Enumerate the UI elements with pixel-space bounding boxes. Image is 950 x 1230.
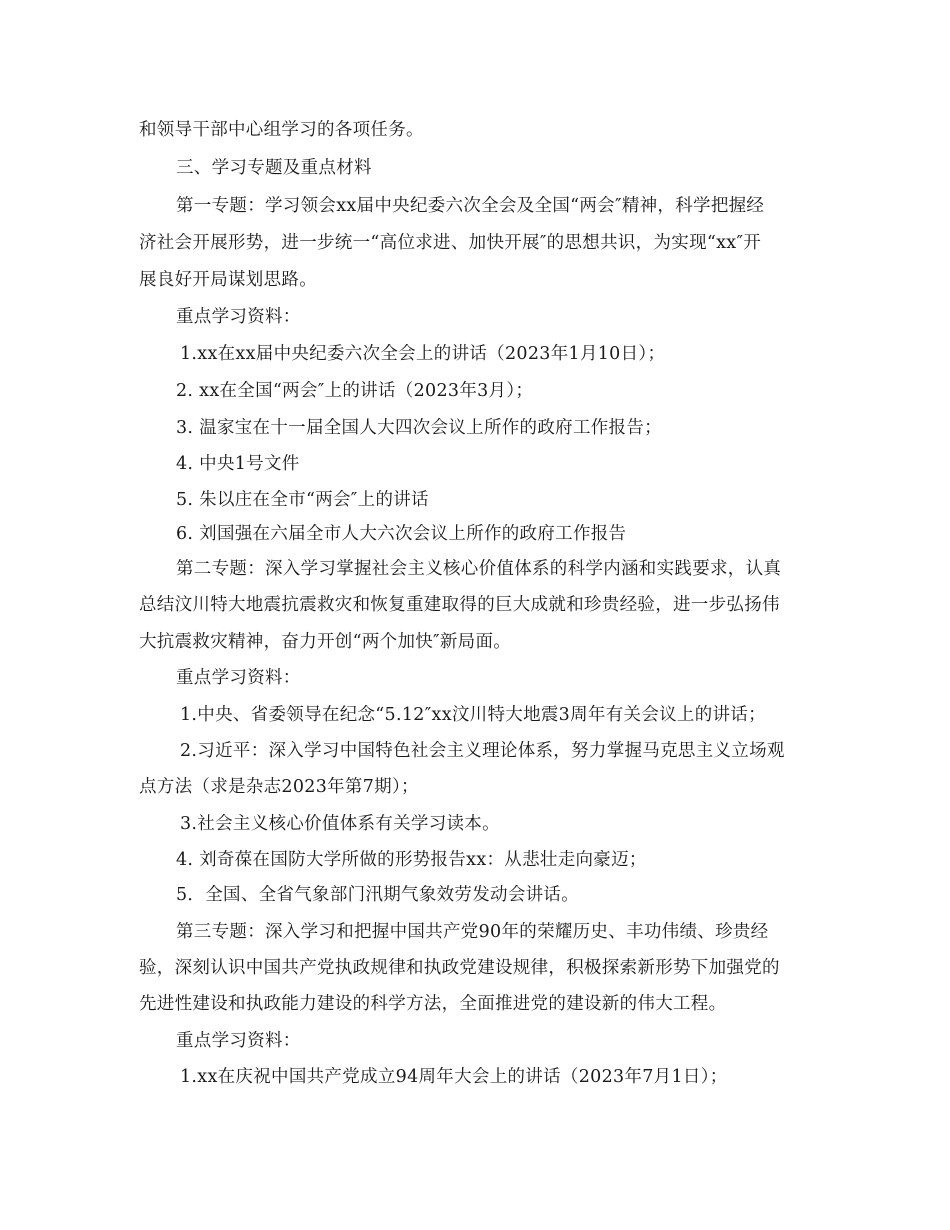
list-item: 5. 朱以庄在全市“两会″上的讲话 [176, 490, 429, 510]
list-item: 1.xx在庆祝中国共产党成立94周年大会上的讲话（2023年7月1日）； [180, 1067, 728, 1087]
text-line: 济社会开展形势，进一步统一“高位求进、加快开展″的思想共识，为实现“xx″开 [139, 233, 762, 253]
list-item: 4. 刘奇葆在国防大学所做的形势报告xx：从悲壮走向豪迈； [176, 850, 647, 870]
text-line: 和领导干部中心组学习的各项任务。 [139, 120, 424, 140]
key-materials-heading: 重点学习资料： [176, 1031, 301, 1051]
text-line: 展良好开局谋划思路。 [139, 270, 317, 290]
list-item: 5．全国、全省气象部门汛期气象效劳发动会讲话。 [176, 885, 580, 905]
list-item: 6. 刘国强在六届全市人大六次会议上所作的政府工作报告 [176, 524, 627, 544]
list-item: 3. 温家宝在十一届全国人大四次会议上所作的政府工作报告； [176, 418, 662, 438]
key-materials-heading: 重点学习资料： [176, 307, 301, 327]
key-materials-heading: 重点学习资料： [176, 668, 301, 688]
text-line: 点方法（求是杂志2023年第7期）； [139, 777, 419, 797]
text-line: 总结汶川特大地震抗震救灾和恢复重建取得的巨大成就和珍贵经验，进一步弘扬伟 [139, 595, 780, 615]
topic-2-paragraph: 第二专题：深入学习掌握社会主义核心价值体系的科学内涵和实践要求，认真 [176, 559, 782, 579]
list-item: 2. xx在全国“两会″上的讲话（2023年3月）； [176, 381, 534, 401]
list-item: 1.中央、省委领导在纪念“5.12″xx汶川特大地震3周年有关会议上的讲话； [180, 705, 766, 725]
list-item: 2.习近平：深入学习中国特色社会主义理论体系，努力掌握马克思主义立场观 [180, 741, 785, 761]
topic-1-paragraph: 第一专题：学习领会xx届中央纪委六次全会及全国“两会″精神，科学把握经 [176, 196, 765, 216]
text-line: 大抗震救灾精神，奋力开创“两个加快″新局面。 [139, 632, 512, 652]
list-item: 4. 中央1号文件 [176, 454, 300, 474]
list-item: 1.xx在xx届中央纪委六次全会上的讲话（2023年1月10日）； [180, 344, 666, 364]
text-line: 验，深刻认识中国共产党执政规律和执政党建设规律，积极探索新形势下加强党的 [139, 958, 780, 978]
topic-3-paragraph: 第三专题：深入学习和把握中国共产党90年的荣耀历史、丰功伟绩、珍贵经 [176, 922, 769, 942]
text-line: 先进性建设和执政能力建设的科学方法，全面推进党的建设新的伟大工程。 [139, 994, 727, 1014]
list-item: 3.社会主义核心价值体系有关学习读本。 [180, 814, 500, 834]
section-heading: 三、学习专题及重点材料 [176, 158, 372, 178]
